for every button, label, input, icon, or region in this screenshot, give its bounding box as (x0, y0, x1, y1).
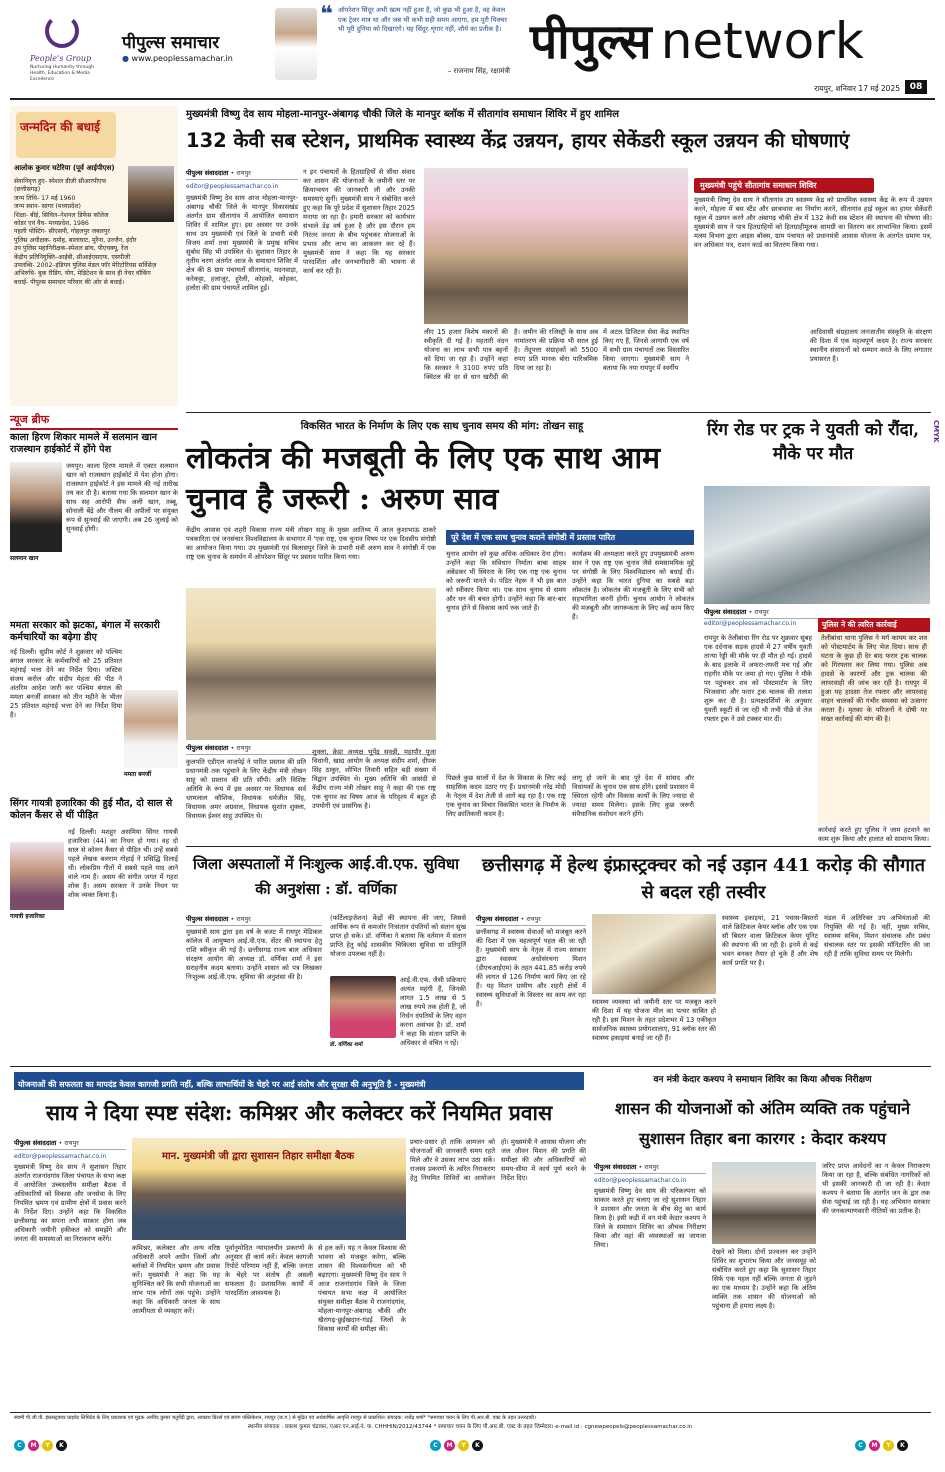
br-col-1 (594, 1162, 706, 1410)
bl-kicker: योजनाओं की सफलता का मापदंड केवल कागजी प्रगति नहीं, बल्कि लाभार्थियों के चेहरे पर आई संतोष और सुरक्षा की अनुभूति है - मुख्यमंत्री (14, 1072, 584, 1090)
lead-body-4: में अटल डिजिटल सेवा केंद्र स्थापित किए गए हैं, जिनसे आगामी एक वर्ष में सभी ग्राम पंचायतों तक विस्तारित किया जाएगा। मुख्यमंत्री साय ने बताया कि नया रायपुर में स्वर्गीय (603, 328, 689, 372)
lead-headline: 132 केवी सब स्टेशन, प्राथमिक स्वास्थ्य केंद्र उन्नयन, हायर सेकेंडरी स्कूल उन्नयन की घोषणाएं (186, 129, 850, 152)
ringroad-tail: कार्रवाई करते हुए पुलिस ने जाम हटवाने का काम शुरू किया और हालात को सामान्य किया। (818, 826, 930, 843)
cmyk-m: M (28, 1440, 39, 1451)
second-kicker: विकसित भारत के निर्माण के लिए एक साथ चुनाव समय की मांग: तोखन साहू (300, 421, 584, 432)
lead-photo (424, 168, 688, 324)
second-col-3: पिछले कुछ सालों में देश के विकास के लिए कई साहसिक कदम उठाए गए हैं। प्रधानमंत्री नरेंद्र मोदी के नेतृत्व में देश तेजी से आगे बढ़ रहा है। एक राष्ट्र एक चुनाव का विचार विकसित भारत के निर्माण के लिए क्रांतिकारी कदम है। (446, 774, 566, 818)
brief-photo-1 (10, 462, 62, 552)
news-brief-label: न्यूज ब्रीफ (10, 412, 178, 430)
brief-item-1 (10, 432, 178, 612)
second-box-1: चुनाव आयोग को कुछ अधिक अधिकार देना होगा। उन्होंने कहा कि संविधान निर्माता बाबा साहब अंबेडकर भी स्थिरता के लिए एक राष्ट्र एक चुनाव को जरूरी मानते थे। पंडित नेहरू ने भी इस बात को स्वीकार किया था। एक साथ चुनाव से समय और धन की बचत होगी। उन्होंने कहा कि बार-बार चुनाव होने से विकास कार्य रुक जाते हैं। (446, 550, 566, 612)
cmyk-y: Y (458, 1440, 469, 1451)
birthday-line: जन्म स्थान- सागर (मध्यप्रदेश) (14, 203, 81, 211)
masthead-rule (10, 98, 935, 100)
lead-kicker: मुख्यमंत्री विष्णु देव साय मोहला-मानपुर-अंबागढ़ चौकी जिले के मानपुर ब्लॉक में सीतागांव समाधान शिविर में हुए शामिल (186, 109, 619, 120)
cmyk-m: M (869, 1440, 880, 1451)
brand-left: पीपुल्स (530, 14, 652, 70)
health-photo (592, 914, 716, 994)
ringroad-box-title: पुलिस ने की त्वरित कार्रवाई (818, 618, 930, 632)
section-rule-1 (186, 412, 931, 413)
birthday-line: कोडर एवं वैच- मध्यप्रदेश, 1986 (14, 220, 89, 228)
br-kicker: वन मंत्री केदार कश्यप ने समाधान शिविर का किया औचक निरीक्षण (653, 1075, 872, 1085)
quote-mark-icon: ❝ (320, 2, 333, 27)
birthday-person: आलोक कुमार घटेरिया (पूर्व आईपीएस) (14, 164, 115, 172)
brief-item-2 (10, 620, 178, 790)
second-headline: लोकतंत्र की मजबूती के लिए एक साथ आम चुनाव है जरूरी : अरुण साव (186, 441, 661, 517)
brief-text-3: नई दिल्ली। मशहूर असमिया सिंगर गायत्री हजारिका (44) का निधन हो गया। वह दो साल से कोलन कैंसर से पीड़ित थीं। उन्हें सबसे पहले लेखक बलराम गोहाईं ने प्रसिद्धि दिलाई थी। लोकप्रिय गीतों में सबसे पहले याद आने वाले नाम हैं। असम की संगीत जगत में गहरा शोक है। असम सरकार ने उनके निधन पर शोक व्यक्त किया है। (68, 828, 178, 899)
dateline: रायपुर, शनिवार 17 मई 2025 (814, 84, 900, 93)
website[interactable] (122, 54, 272, 63)
second-col-1: कुलपति एडीएल वाजपेई ने पारित प्रस्ताव की प्रति प्रधानमंत्री तक पहुंचाने के लिए केंद्रीय मंत्री तोखन साहू को प्रस्ताव की प्रति सौंपी। अति विशिष्ट अतिथि के रूप में इस अवसर पर विधायक सर्व धरमलाल कौशिक, विधायक धर्मजीत सिंह, विधायक अमर अग्रवाल, विधायक सुशांत शुक्ला, विधायक ईश्वर साहू उपस्थित थे। (186, 758, 306, 820)
bl-body-4: से हल करें। यह न केवल विश्वास की भावना को मजबूत करेगा, बल्कि शासन की विश्वसनीयता को भी बढ़ाएगा। मुख्यमंत्री विष्णु देव साय ने आज राजनांदगांव जिले के जिला पंचायत सभा कक्ष में आयोजित संयुक्त समीक्षा बैठक में राजनांदगांव, मोहला-मानपुर-अंबागढ़ चौकी और खैरागढ़-छुईखदान-गंडई जिलों के विकास कार्यों की समीक्षा की। (318, 1244, 406, 1333)
lead-box (694, 178, 932, 326)
ringroad-email[interactable]: editor@peoplessamachar.co.in (704, 620, 797, 627)
brief-photo-3 (10, 842, 64, 910)
ringroad-box (818, 618, 930, 824)
ivf-col-3: आई.वी.एफ. जैसी प्रक्रियाएं अत्यंत महंगी हैं, जिनकी लागत 1.5 लाख से 5 लाख रुपये तक होती है, जो निर्धन दंपतियों के लिए वहन करना असंभव है। डॉ. शर्मा ने कहा कि संतान प्राप्ति के अधिकार से वंचित न रहें। (400, 976, 466, 1047)
health-col-2: स्वास्थ्य व्यवस्था को जमीनी स्तर पर मजबूत करने की दिशा में यह योजना मील का पत्थर साबित हो रही है। इस मिशन के तहत प्रदेशभर में 13 एकीकृत सार्वजनिक स्वास्थ्य प्रयोगशालाएं, 91 ब्लॉक स्तर की स्वास्थ्य इकाइयां बनाई जा रही हैं। (592, 998, 716, 1042)
website-link[interactable]: www.peoplessamachar.in (131, 54, 233, 63)
br-headline: शासन की योजनाओं को अंतिम व्यक्ति तक पहुंचाने सुशासन तिहार बना कारगर : केदार कश्यप (614, 1099, 911, 1148)
br-email[interactable]: editor@peoplessamachar.co.in (594, 1177, 687, 1184)
birthday-line: केंद्रीय प्रतिनियुक्ति–आईबी, सीआईएसएफ, एसपीजी (14, 253, 131, 261)
cmyk-c: C (14, 1440, 25, 1451)
health-col-1: छत्तीसगढ़ में स्वास्थ्य सेवाओं को मजबूत करने की दिशा में एक महत्वपूर्ण पहल की जा रही है। मुख्यमंत्री साय के नेतृत्व में राज्य सरकार द्वारा स्वास्थ्य अधोसंरचना मिशन (डीएचआईएम) के तहत 441.85 करोड़ रुपये की लागत से 126 निर्माण कार्य किए जा रहे हैं। यह मिशन ग्रामीण और शहरी क्षेत्रों में स्वास्थ्य सुविधाओं के विस्तार का काम कर रहा है। (476, 928, 586, 1008)
cmyk-y: Y (42, 1440, 53, 1451)
brand-right: network (660, 11, 864, 70)
lead-body-1: मुख्यमंत्री विष्णु देव साय आज मोहला-मानपुर-अंबागढ़ चौकी जिले के मानपुर विकासखंड अंतर्गत ग्राम सीतागांव में आयोजित समाधान शिविर में शामिल हुए। इस अवसर पर उनके साथ उप मुख्यमंत्री एवं जिले के प्रभारी मंत्री विजय शर्मा तथा मुख्यमंत्री के प्रमुख सचिव सुबोध सिंह भी उपस्थित थे। सुशासन तिहार के तृतीय चरण अंतर्गत आज के समाधान शिविर में क्षेत्र की 8 ग्राम पंचायतों सीतागांव, मदनवाड़ा, करेकट्टा, हलांजूर, हुरेली, कोहको, कोहका, हलोरा की ग्राम पंचायतें शामिल हुईं। (186, 194, 298, 292)
second-box-title: पूरे देश में एक साथ चुनाव कराने संगोष्ठी में प्रस्ताव पारित (446, 530, 694, 545)
bl-body-2: कमिश्नर, कलेक्टर और अन्य वरिष्ठ अधिकारी अपने अधीन जिलों और ब्लॉकों में नियमित भ्रमण और प्रवास करें। मुख्यमंत्री ने कहा कि यह सुनिश्चित करें कि सभी योजनाओं का लाभ पात्र लोगों तक पहुंचे। उन्होंने कहा कि अधिकारी जनता के साथ आत्मीयता से व्यवहार करें। (132, 1244, 220, 1315)
ivf-col-1: मुख्यमंत्री साय द्वारा इस वर्ष के बजट में रायपुर मेडिकल कॉलेज में आयुष्मान आई.वी.एफ. सेंटर की स्थापना हेतु राशि स्वीकृत की गई है। छत्तीसगढ़ राज्य बाल अधिकार संरक्षण आयोग की अध्यक्ष डॉ. वर्णिका शर्मा ने इस सराहनीय कदम बताया। उन्होंने शासन को पत्र लिखकर निःशुल्क आई.वी.एफ. सुविधा की अनुशंसा की है। (186, 928, 322, 981)
group-name: People's Group (30, 54, 92, 63)
ivf-caption: डॉ. वर्णिका शर्मा (330, 1042, 363, 1048)
brand-logo (530, 8, 930, 83)
brief-title-3: सिंगर गायत्री हजारिका की हुई मौत, दो साल से कोलन कैंसर से थीं पीड़ित (10, 798, 173, 821)
second-box (446, 530, 694, 770)
second-intro: केंद्रीय आवास एवं शहरी विकास राज्य मंत्री तोखन साहू के मुख्य आतिथ्य में आज कुशाभाऊ ठाकरे पत्रकारिता एवं जनसंचार विश्वविद्यालय के सभागार में 'एक राष्ट्र, एक चुनाव विषय पर एक दिवसीय संगोष्ठी का आयोजन किया गया। उप मुख्यमंत्री एवं बिलासपुर जिले के प्रभारी मंत्री अरुण साव ने संगोष्ठी में एक राष्ट्र एक चुनाव के समर्थन में ऑपरेशन सिंदूर पर प्रस्ताव पारित किया गया। (186, 526, 436, 561)
footer-imprint: स्वामी पी.जी.पी. इंफ्रास्ट्रक्चर प्राइवेट लिमिटेड के लिए प्रकाशक एवं मुद्रक अरविंद कुमार चतुर्वेदी द्वारा, आकाश प्रिंटर्स एवं सारंग पब्लिकेशन, रायपुर (छ.ग.) से मुद्रित एवं अर्धवार्षिक आवृत्ति रायपुर से प्रकाशित। संपादक: राजेंद्र शर्मा* *समाचार चयन के लिए पी.आर.बी. एक्ट के तहत उत्तरदायी। (14, 1415, 536, 1421)
bl-body-5: प्रचार-प्रसार हो ताकि आमजन को योजनाओं की जानकारी समय रहते मिले और वे उसका लाभ उठा सकें। राजस्व प्रकरणों के त्वरित निराकरण हेतु नियमित शिविरों का आयोजन हो। मुख्यमंत्री ने आवास योजना और जल जीवन मिशन की प्रगति की समीक्षा की और अधिकारियों को समय-सीमा में कार्य पूर्ण करने के निर्देश दिए। (410, 1138, 586, 1182)
birthday-line: अभिरुचि- बुक रीडिंग, योग, मेडिटेशन के साथ ही नेचर वॉकिंग (14, 270, 151, 278)
cmyk-k: K (472, 1440, 483, 1451)
bl-headline: साय ने दिया स्पष्ट संदेश: कमिश्नर और कलेक्टर करें नियमित प्रवास (45, 1100, 553, 1125)
cmyk-k: K (897, 1440, 908, 1451)
birthday-line: जन्म तिथि- 17 मई 1960 (14, 194, 76, 202)
br-body-2: देखने को मिला। दोनों प्रज्वलन कर उन्होंने शिविर का शुभारंभ किया और जनसमूह को संबोधित करते हुए कहा कि सुशासन तिहार सिर्फ एक पहल नहीं बल्कि जनता से जुड़ने का एक माध्यम है। उन्होंने कहा कि अंतिम व्यक्ति तक शासन की योजनाओं को पहुंचाना ही हमारा लक्ष्य है। (712, 1248, 816, 1310)
cmyk-k: K (56, 1440, 67, 1451)
health-col-4: मंडल में अतिरिक्त उप अभियंताओं की नियुक्ति की गई है। वहीं, मुख्य सचिव, स्वास्थ्य सचिव, मिशन संचालक और प्रबंध संचालक स्तर पर इसकी मॉनिटरिंग की जा रही है ताकि सुविधा समय पर मिलेगी। (824, 914, 930, 958)
masthead (0, 0, 945, 100)
cmyk-c: C (855, 1440, 866, 1451)
birthday-line: उपलब्धि- 2002–इंडियन पुलिस मेडल फॉर मेरिटोरियस सर्विसेज़ (14, 262, 157, 270)
second-col-4: लागू हो जाने के बाद पूरे देश में सांसद और विधायकों के चुनाव एक साथ होंगे। इससे प्रशासन में स्थिरता रहेगी और विकास कार्यों के लिए ज्यादा से ज्यादा समय मिलेगा। इसके लिए कुछ जरूरी संवैधानिक संशोधन करने होंगे। (572, 774, 694, 818)
lead-email[interactable]: editor@peoplessamachar.co.in (186, 183, 279, 190)
globe-icon: ● (122, 54, 129, 63)
group-logo-icon (45, 14, 79, 48)
ivf-byline: पीपुल्स संवाददाता • रायपुर (186, 914, 322, 926)
brief-caption-3: गायत्री हजारिका (10, 913, 45, 920)
minister-photo (275, 8, 317, 80)
birthday-line: शिक्षा- बीई, सिविल–नेशनल डिफेंस कॉलेज (14, 211, 109, 219)
second-photo (186, 588, 436, 740)
second-col-2: शुक्ला, क्रेडा अध्यक्ष भूपेंद्र सवन्नी, महापौर पूजा विधानी, खाद्य आयोग के अध्यक्ष संदीप शर्मा, दीपक सिंह ठाकुर, शोभित तिवारी सहित बड़ी संख्या में विद्वान उपस्थित थे। मुख्य अतिथि की आसंदी से केंद्रीय राज्य मंत्री तोखन साहू ने कहा की एक राष्ट्र एक चुनाव का विषय आज के परिदृश्य में बहुत ही उपयोगी एवं प्रासंगिक है। (312, 748, 436, 810)
cmyk-c: C (430, 1440, 441, 1451)
lead-body-3: लीए 15 हजार विशेष मकानों की स्वीकृति दी गई है। महतारी वंदन योजना का लाभ सभी पात्र बहनों को दिया जा रहा है। उन्होंने कहा कि सरकार ने 3100 रुपए प्रति क्विंटल की दर से धान खरीदी की है। जमीन की रजिस्ट्री के साथ अब नामांतरण की प्रक्रिया भी सरल हुई है। तेंदूपत्ता संग्राहकों को 5500 रुपए प्रति मानक बोरा पारिश्रमिक दिया जा रहा है। (424, 328, 598, 381)
birthday-line: उप पुलिस महानिरीक्षक–स्पेशल ब्रांच, पीएचक्यू, रेंज (14, 245, 129, 253)
brief-caption-1: सलमान खान (10, 555, 39, 562)
bl-email[interactable]: editor@peoplessamachar.co.in (14, 1153, 107, 1160)
br-body-1: मुख्यमंत्री विष्णु देव साय की परिकल्पना को साकार करते हुए चलाए जा रहे सुशासन तिहार ने प्रशासन और जनता के बीच सेतु का कार्य किया है। इसी कड़ी में वन मंत्री केदार कश्यप ने जिले के समाधान शिविर का औचक निरीक्षण किया और वहां की व्यवस्थाओं का जायजा लिया। (594, 1187, 706, 1249)
ringroad-photo (704, 486, 930, 604)
bl-body-3: पूर्वानुमोदित न्यायालयीन प्रकरणों के अनुसार ही कार्य करें। केवल कागजी रिपोर्ट परिणाम नहीं हैं, बल्कि जनता के चेहरे पर संतोष ही असली सफलता है। प्रशासनिक कार्यों में पारदर्शिता आवश्यक है। (225, 1244, 313, 1297)
bl-body-1: मुख्यमंत्री विष्णु देव साय ने सुशासन तिहार अंतर्गत राजनांदगांव जिला पंचायत के सभा कक्ष में आयोजित उच्चस्तरीय समीक्षा बैठक में अधिकारियों को विकास और जनसेवा के लिए नियमित भ्रमण एवं ग्रामीण क्षेत्रों में प्रवास करने के निर्देश दिए। उन्होंने कहा कि विकसित छत्तीसगढ़ का सपना तभी साकार होगा जब अधिकारी जमीनी हकीकत को समझेंगे और जनता की समस्याओं का निराकरण करेंगे। (14, 1163, 126, 1243)
ringroad-byline: पीपुल्स संवाददाता • रायपुर (704, 607, 930, 619)
quote-text: ऑपरेशन सिंदूर अभी खत्म नहीं हुआ है, जो कुछ भी हुआ है, वह केवल एक ट्रेलर मात्र था और जब भी कभी सही समय आएगा, हम पूरी पिक्चर भी पूरी दुनिया को दिखाएंगे। यह सिंदूर शृंगार नहीं, शौर्य का प्रतीक है। (338, 6, 508, 33)
lead-body-5: आदिवासी संग्रहालय जनजातीय संस्कृति के संरक्षण की दिशा में एक महत्वपूर्ण कदम है। राज्य सरकार स्थानीय संसाधनों को सम्मान करते के लिए लगातार प्रयासरत है। (810, 328, 932, 363)
cmyk-marks-mid (430, 1432, 510, 1449)
bl-photo (132, 1138, 406, 1240)
section-rule-3 (10, 1066, 931, 1067)
ringroad-body: रायपुर के तेलीबांधा रिंग रोड पर शुक्रवार सुबह एक दर्दनाक सड़क हादसे में 27 वर्षीय युवती तान्या रेड्डी की मौके पर ही मौत हो गई। हादसे के बाद इलाके में अफरा-तफरी मच गई और राहगीर मौके पर जमा हो गए। पुलिस ने मौके पर पहुंचकर शव को पोस्टमार्टम के लिए भिजवाया और फरार ट्रक चालक की तलाश शुरू कर दी है। प्रत्यक्षदर्शियों के अनुसार युवती स्कूटी से जा रही थी तभी पीछे से तेज रफ्तार ट्रक ने उसे टक्कर मार दी। (704, 634, 812, 723)
brief-text-2: नई दिल्ली। सुप्रीम कोर्ट ने शुक्रवार को पश्चिम बंगाल सरकार के कर्मचारियों को 25 प्रतिशत महंगाई भत्ता देने का निर्देश दिया। जस्टिस संजय करोल और संदीप मेहता की पीठ ने अंतरिम आदेश जारी कर पश्चिम बंगाल की ममता बनर्जी सरकार को तीन महीने के भीतर 25 प्रतिशत महंगाई भत्ता देने का निर्देश दिया है। (10, 648, 122, 719)
br-body-3: जरिए प्राप्त आवेदनों का न केवल निराकरण किया जा रहा है, बल्कि संबंधित नागरिकों को भी इसकी जानकारी दी जा रही है। केदार कश्यप ने बताया कि अंतर्गत जन के द्वार तक सेवा पहुंचाई जा रही है। यह अभियान सरकार की जनकल्याणकारी नीतियों का प्रतीक है। (822, 1162, 930, 1215)
ivf-headline: जिला अस्पतालों में निःशुल्क आई.वी.एफ. सुविधा की अनुशंसा : डॉ. वर्णिका (192, 855, 460, 898)
ringroad-box-text: तेलीबांधा थाना पुलिस ने मर्ग कायम कर शव को पोस्टमार्टम के लिए भेज दिया। साथ ही घटना के कुछ ही देर बाद फरार ट्रक चालक को गिरफ्तार कर लिया गया। पुलिस अब हादसे के कारणों और ट्रक चालक की लापरवाही की जांच कर रही है। रायपुर में हुआ यह हादसा तेज रफ्तार और लापरवाह वाहन चालकों की गंभीर समस्या को उजागर करता है। मृतका के परिजनों ने दोषी पर सख्त कार्रवाई की मांग की है। (821, 634, 927, 723)
cmyk-marks-left (14, 1432, 94, 1449)
birthday-line: पहली पोस्टिंग- सीएसपी, गोहलपुर जबलपुर (14, 228, 110, 236)
ringroad-headline: रिंग रोड पर ट्रक ने युवती को रौंदा, मौके पर मौत (706, 420, 920, 464)
lead-byline: पीपुल्स संवाददाता • रायपुर (186, 168, 298, 180)
birthday-panel (10, 106, 178, 406)
birthday-heading: जन्मदिन की बधाई (16, 112, 116, 158)
lead-box-title: मुख्यमंत्री पहुंचे सीतागांव समाधान शिविर (694, 178, 874, 193)
brief-title-2: ममता सरकार को झटका, बंगाल में सरकारी कर्मचारियों का बढ़ेगा डीए (10, 620, 160, 643)
health-byline: पीपुल्स संवाददाता • रायपुर (476, 914, 586, 926)
health-headline: छत्तीसगढ़ में हेल्थ इंफ्रास्ट्रक्चर को नई उड़ान 441 करोड़ की सौगात से बदल रही तस्वीर (481, 855, 926, 903)
lead-body-2: न इन पंचायतों के हितग्राहियों से सीधा संवाद कर शासन की योजनाओं के जमीनी स्तर पर क्रियान्वयन की जानकारी ली और उनकी समस्याएं सुनीं। मुख्यमंत्री साय ने संबोधित करते हुए कहा कि पूरे प्रदेश में सुशासन तिहार 2025 मनाया जा रहा है। हमारी सरकार को कार्यभार संभाले डेढ़ वर्ष हुआ है और इस दौरान हम निरंतर जनता के बीच पहुंचकर योजनाओं के प्रभाव और लाभ का आकलन कर रहे हैं। मुख्यमंत्री साय ने कहा कि यह सरकार पारदर्शिता और जनभागीदारी की भावना से कार्य कर रही है। (303, 168, 416, 275)
footer-imprint-2: स्थानीय संपादक : प्रकाश कुमार चंद्राकर, एआर.एन.आई.नं. क. CHHHIN/2012/43744 * समाचार चयन के लिए पी.आर.बी. एक्ट के तहत जिम्मेदार। e-mail id : cgnewpeopels@peoplessamachar.co.in (247, 1424, 693, 1430)
brief-text-1: जयपुर। काला हिरण मामले में एक्टर सलमान खान को राजस्थान हाईकोर्ट में पेश होना होगा। राजस्थान हाईकोर्ट ने इस मामले की नई तारीख तय कर दी है। बताया गया कि सलमान खान के साथ सह आरोपी सैफ अली खान, तब्बू, सोनाली बेंद्रे और नीलम की अपीलों पर संयुक्त रूप से सुनवाई की जाएगी। अब 26 जुलाई को सुनवाई होगी। (66, 462, 178, 533)
group-logo (30, 10, 110, 90)
second-byline: पीपुल्स संवाददाता • रायपुर (186, 743, 436, 755)
page-number: 08 (905, 80, 927, 94)
bl-byline: पीपुल्स संवाददाता • रायपुर (14, 1138, 126, 1150)
br-byline: पीपुल्स संवाददाता • रायपुर (594, 1162, 706, 1174)
birthday-line: पुलिस अधीक्षक- दमोह, बालाघाट, मुरैना, उज्जैन, इंदौर (14, 236, 137, 244)
lead-box-text: मुख्यमंत्री विष्णु देव साय ने सीतागांव उप स्वास्थ्य केंद्र को प्राथमिक स्वास्थ्य केंद्र के रूप में उन्नयन करने, मोहला में बस स्टैंड और छात्रावास का निर्माण करने, सीतागांव हाई स्कूल का हायर सेकेंडरी स्कूल में उन्नयन करने और अंबागढ़ चौकी क्षेत्र में 132 केवी सब स्टेशन की स्थापना की घोषणा की। मुख्यमंत्री साय ने पात्र हितग्राहियों को हितग्राहीमूलक सामग्री का वितरण कर लाभान्वित किया। इसमें मत्स्य विभाग द्वारा आइस बॉक्स, ग्राम पंचायत को प्रधानमंत्री आवास योजना के अंतर्गत प्रमाण पत्र, वन अधिकार पत्र, राशन कार्ड का वितरण किया गया। (694, 196, 932, 249)
footer-rule (10, 1412, 931, 1413)
bl-col-1 (14, 1138, 126, 1408)
bl-photo-banner: मान. मुख्यमंत्री जी द्वारा सुशासन तिहार समीक्षा बैठक (162, 1151, 355, 1162)
cmyk-marks-right (855, 1432, 935, 1449)
cmyk-side-icon: CMYK (932, 420, 940, 443)
birthday-line: बधाई- पीपुल्स समाचार परिवार की ओर से बधाई। (14, 278, 125, 286)
paper-name: पीपुल्स समाचार (122, 33, 220, 53)
quote-author: – राजनाथ सिंह, रक्षामंत्री (447, 67, 510, 75)
birthday-lines (14, 178, 174, 287)
brief-title-1: काला हिरण शिकार मामले में सलमान खान राजस्थान हाईकोर्ट में होंगे पेश (10, 432, 158, 455)
section-rule-2 (186, 846, 931, 847)
brief-photo-2 (124, 690, 178, 768)
second-box-2: कार्यक्रम की अध्यक्षता करते हुए उपमुख्यमंत्री अरुण साव ने एक राष्ट्र एक चुनाव जैसे समसामयिक मुद्दे पर संगोष्ठी के लिए विश्वविद्यालय को बधाई दी। उन्होंने कहा कि भारत दुनिया का सबसे बड़ा लोकतंत्र है। लोकतंत्र की मजबूती के लिए सभी को सहभागिता करनी होगी। चुनाव आयोग ने लोकतंत्र की मजबूती और जागरूकता के लिए कई काम किए हैं। (572, 550, 694, 621)
health-col-3: स्वास्थ्य इकाइयां, 21 पचास-बिस्तरों वाले क्रिटिकल केयर ब्लॉक और एक एक सौ बिस्तर वाला क्रिटिकल केयर यूनिट की स्थापना की जा रही है। इनमें से कई भवन बनकर तैयार हो चुके हैं और शेष कार्य प्रगति पर है। (722, 914, 818, 967)
brief-caption-2: ममता बनर्जी (124, 771, 152, 778)
ivf-col-2: (फर्टिलाइजेशन) केंद्रों की स्थापना की जाए, जिससे आर्थिक रूप से कमजोर निःसंतान दंपतियों को संतान सुख प्राप्त हो सके। डॉ. वर्णिका ने बताया कि वर्तमान में संतान प्राप्ति हेतु कोई शासकीय चिकित्सा सुविधा या प्रतिपूर्ति योजना उपलब्ध नहीं है। (330, 914, 466, 958)
lead-col-1 (186, 168, 298, 408)
ivf-photo (330, 976, 396, 1038)
cmyk-y: Y (883, 1440, 894, 1451)
br-photo (712, 1162, 816, 1244)
group-tagline: Nurturing Humanity through Health, Education & Media Excellence (30, 65, 94, 82)
birthday-line: सेवानिवृत्त हुए- स्पेशल डीजी सीआरपीएफ (छत्तीसगढ़) (14, 178, 107, 194)
cmyk-m: M (444, 1440, 455, 1451)
